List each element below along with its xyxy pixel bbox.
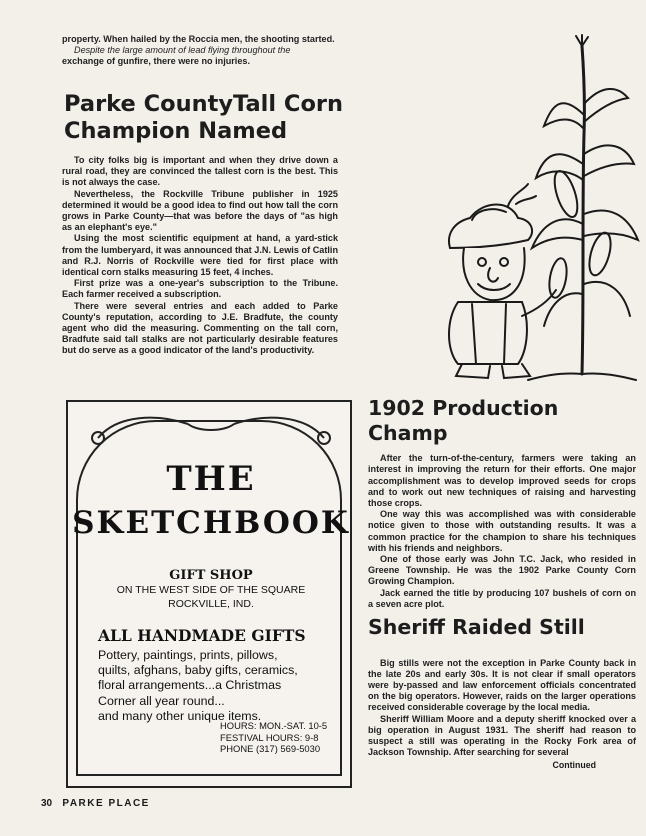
article-paragraph: Nevertheless, the Rockville Tribune publisher in 1925 determined it would be a good idea to find out how tall the corn grows in Parke County—that was before the days of "as high as an elephant's eye." bbox=[62, 188, 338, 233]
ad-location-line: ROCKVILLE, IND. bbox=[168, 598, 254, 610]
headline-line: Champion Named bbox=[64, 118, 288, 144]
snippet-line: property. When hailed by the Roccia men, the shooting started. bbox=[62, 34, 335, 44]
production-champ-headline: 1902 Production Champ bbox=[368, 396, 559, 445]
sheriff-section bbox=[368, 615, 636, 770]
ad-item-list bbox=[98, 648, 350, 724]
ad-item-line: Corner all year round... bbox=[98, 693, 225, 708]
sketchbook-advertisement bbox=[66, 400, 352, 788]
sheriff-headline: Sheriff Raided Still bbox=[368, 615, 585, 639]
ad-gift-shop: GIFT SHOP bbox=[169, 568, 253, 583]
ad-item-line: quilts, afghans, baby gifts, ceramics, bbox=[98, 663, 298, 678]
article-paragraph: One way this was accomplished was with considerable notice given to those with outstanding results. It was a common practice for the champion to share his techniques with his friends and neighbors. bbox=[368, 509, 636, 553]
production-champ-section bbox=[368, 396, 636, 610]
farmer-corn-illustration bbox=[432, 34, 644, 382]
page-number: 30 bbox=[41, 798, 53, 809]
page-footer bbox=[41, 798, 150, 809]
ad-title-the: THE bbox=[166, 459, 256, 499]
article-paragraph: Big stills were not the exception in Parke County back in the late 20s and early 30s. It is not clear if small operators were by-passed and law enforcement officials concentrated on the big operators. However, raids on the larger operations received considerable coverage by the local media. bbox=[368, 657, 636, 713]
ad-all-handmade: ALL HANDMADE GIFTS bbox=[98, 626, 306, 645]
article-paragraph: After the turn-of-the-century, farmers were taking an interest in improving the return for their efforts. One major accomplishment was to develop improved seeds for crops and to work out new techniques of raising and harvesting those crops. bbox=[368, 453, 636, 508]
sheriff-article bbox=[368, 658, 636, 759]
continued-label: Continued bbox=[552, 760, 596, 771]
tall-corn-article bbox=[62, 155, 338, 357]
scroll-ornament-icon bbox=[78, 408, 344, 448]
article-paragraph: There were several entries and each added to Parke County's reputation, according to J.E. Bradfute, the county agent who did the measuring. Commenting on the tall corn, Bradfute said tall stalks are not particularly desirable features but do serve as a good indicator of the land's productivity. bbox=[62, 300, 338, 356]
ad-hours: HOURS: MON.-SAT. 10-5 bbox=[220, 720, 328, 731]
snippet-italic-line: Despite the large amount of lead flying throughout the bbox=[74, 45, 291, 56]
snippet-line: exchange of gunfire, there were no injuries. bbox=[62, 56, 250, 67]
ad-item-line: and many other unique items. bbox=[98, 708, 262, 723]
publication-name: PARKE PLACE bbox=[62, 798, 150, 809]
tall-corn-headline bbox=[64, 91, 344, 145]
ad-festival-hours: FESTIVAL HOURS: 9-8 bbox=[220, 731, 319, 743]
ad-location-line: ON THE WEST SIDE OF THE SQUARE bbox=[116, 584, 306, 596]
article-paragraph: Using the most scientific equipment at hand, a yard-stick from the lumberyard, it was announced that J.N. Lewis of Catlin and R.J. Norris of Rockville were tied for first place with identical corn stalks measuring 15 feet, 4 inches. bbox=[62, 233, 338, 278]
ad-item-line: Pottery, paintings, prints, pillows, bbox=[98, 648, 278, 662]
article-paragraph: One of those early was John T.C. Jack, who resided in Greene Township. He was the 1902 Parke County Corn Growing Champion. bbox=[368, 554, 636, 587]
article-paragraph: Sheriff William Moore and a deputy sheriff knocked over a big operation in August 1931. The sheriff had reason to suspect a still was operating in the Rocky Fork area of Jackson Township. After searching for several bbox=[368, 713, 636, 758]
ad-title-sketchbook: SKETCHBOOK bbox=[72, 505, 350, 541]
article-paragraph: Jack earned the title by producing 107 bushels of corn on a seven acre plot. bbox=[368, 587, 636, 609]
article-paragraph: To city folks big is important and when they drive down a rural road, they are convinced the tallest corn is the best. This is not always the case. bbox=[62, 155, 338, 188]
production-champ-article bbox=[368, 453, 636, 610]
article-paragraph: First prize was a one-year's subscription to the Tribune. Each farmer received a subscription. bbox=[62, 278, 338, 300]
top-snippet bbox=[62, 34, 338, 68]
ad-phone: PHONE (317) 569-5030 bbox=[220, 743, 321, 755]
ad-hours-block bbox=[220, 720, 327, 755]
headline-line: Parke CountyTall Corn bbox=[64, 91, 344, 117]
ad-item-line: floral arrangements...a Christmas bbox=[98, 678, 282, 693]
